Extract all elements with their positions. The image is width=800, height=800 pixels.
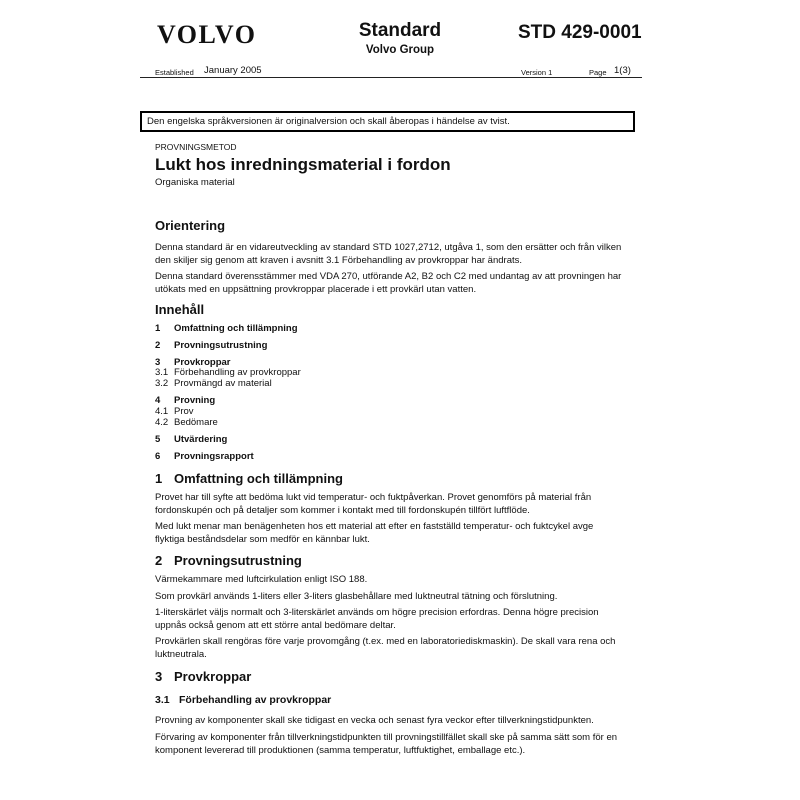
- group-subtitle: Volvo Group: [365, 44, 435, 56]
- toc-label: Förbehandling av provkroppar: [174, 367, 301, 378]
- contents-heading: Innehåll: [155, 302, 205, 317]
- toc-item-3-1[interactable]: [155, 367, 301, 378]
- section-2-paragraph-3: 1-literskärlet väljs normalt och 3-literskärlet används om högre precision erfordras. Denna högre precision uppnås också genom att ett större antal bedömare deltar.: [155, 607, 599, 631]
- section-3-1-paragraph-2: Förvaring av komponenter från tillverkningstidpunkten till provningstillfället skall ske på samma sätt som för en komponent levererad till produktionen (samma temperatur, luftfuktighet, emballage etc.).: [155, 732, 618, 756]
- toc-num: 5: [155, 434, 161, 445]
- page-number: 1(3): [614, 65, 631, 76]
- orientering-paragraph-1: Denna standard är en vidareutveckling av standard STD 1027,2712, utgåva 1, som den ersätter och från vilken den skiljer sig genom att kraven i avsnitt 3.1 Förbehandling av provkroppar har ändrats.: [155, 242, 622, 266]
- toc-num: 3.2: [155, 378, 169, 389]
- section-1-paragraph-1: Provet har till syfte att bedöma lukt vid temperatur- och fuktpåverkan. Provet genomförs på material från fordonskupén och på detaljer som kommer i kontakt med till fordonskupén tillfört luftflöde.: [155, 492, 592, 516]
- section-title: Omfattning och tillämpning: [174, 471, 343, 486]
- section-3-heading: [155, 669, 251, 684]
- toc-num: 2: [155, 340, 161, 351]
- page-label: Page: [589, 68, 607, 77]
- section-title: Provkroppar: [174, 669, 252, 684]
- established-label: Established: [155, 68, 194, 77]
- toc-label: Provning: [174, 395, 216, 406]
- orientering-paragraph-2: Denna standard överensstämmer med VDA 270, utförande A2, B2 och C2 med undantag av att provningen har utökats med en uppsättning provkroppar placerade i ett provkärl utan vatten.: [155, 271, 622, 295]
- section-3-1-heading: [155, 694, 331, 706]
- toc-label: Utvärdering: [174, 434, 228, 445]
- toc-label: Provningsrapport: [174, 451, 254, 462]
- section-2-heading: [155, 553, 302, 568]
- volvo-logo: VOLVO: [157, 20, 257, 49]
- toc-num: 4.2: [155, 417, 169, 428]
- toc-num: 4.1: [155, 406, 169, 417]
- toc-label: Bedömare: [174, 417, 218, 428]
- toc-label: Provmängd av material: [174, 378, 272, 389]
- toc-item-4-2[interactable]: [155, 417, 218, 428]
- toc-item-1[interactable]: [155, 323, 298, 334]
- section-number: 2: [155, 553, 163, 568]
- toc-item-6[interactable]: [155, 451, 254, 462]
- toc-item-2[interactable]: [155, 340, 267, 351]
- section-number: 1: [155, 471, 163, 486]
- doc-category: PROVNINGSMETOD: [155, 142, 237, 152]
- section-2-paragraph-2: Som provkärl används 1-liters eller 3-liters glasbehållare med luktneutral tätning och förslutning.: [155, 591, 558, 602]
- section-2-paragraph-1: Värmekammare med luftcirkulation enligt ISO 188.: [155, 574, 368, 585]
- toc-item-5[interactable]: [155, 434, 227, 445]
- toc-item-3-2[interactable]: [155, 378, 272, 389]
- toc-num: 4: [155, 395, 161, 406]
- version-label: Version 1: [521, 68, 553, 77]
- section-2-paragraph-4: Provkärlen skall rengöras före varje provomgång (t.ex. med en laboratoriediskmaskin). De skall vara rena och luktneutrala.: [155, 636, 616, 660]
- orientering-heading: Orientering: [155, 218, 226, 233]
- toc-label: Prov: [174, 406, 194, 417]
- toc-num: 1: [155, 323, 161, 334]
- toc-label: Omfattning och tillämpning: [174, 323, 298, 334]
- established-date: January 2005: [204, 65, 262, 76]
- toc-item-4[interactable]: [155, 395, 215, 406]
- toc-num: 3: [155, 357, 161, 368]
- header-rule: [140, 77, 642, 78]
- toc-num: 3.1: [155, 367, 169, 378]
- subsection-number: 3.1: [155, 694, 170, 706]
- section-3-1-paragraph-1: Provning av komponenter skall ske tidigast en vecka och senast fyra veckor efter tillverkningstidpunkten.: [155, 715, 594, 726]
- toc-num: 6: [155, 451, 161, 462]
- toc-item-4-1[interactable]: [155, 406, 194, 417]
- section-1-heading: [155, 471, 343, 486]
- subsection-title: Förbehandling av provkroppar: [179, 694, 332, 706]
- language-notice: Den engelska språkversionen är originalversion och skall åberopas i händelse av tvist.: [140, 111, 635, 132]
- doc-subtitle: Organiska material: [155, 177, 235, 188]
- standard-title: Standard: [358, 20, 442, 41]
- toc-label: Provningsutrustning: [174, 340, 268, 351]
- toc-label: Provkroppar: [174, 357, 231, 368]
- section-title: Provningsutrustning: [174, 553, 302, 568]
- doc-title: Lukt hos inredningsmaterial i fordon: [155, 155, 451, 174]
- document-number: STD 429-0001: [518, 22, 642, 43]
- section-number: 3: [155, 669, 163, 684]
- section-1-paragraph-2: Med lukt menar man benägenheten hos ett material att efter en fastställd temperatur- och fuktcykel avge flyktiga beståndsdelar som medför en kännbar lukt.: [155, 521, 594, 545]
